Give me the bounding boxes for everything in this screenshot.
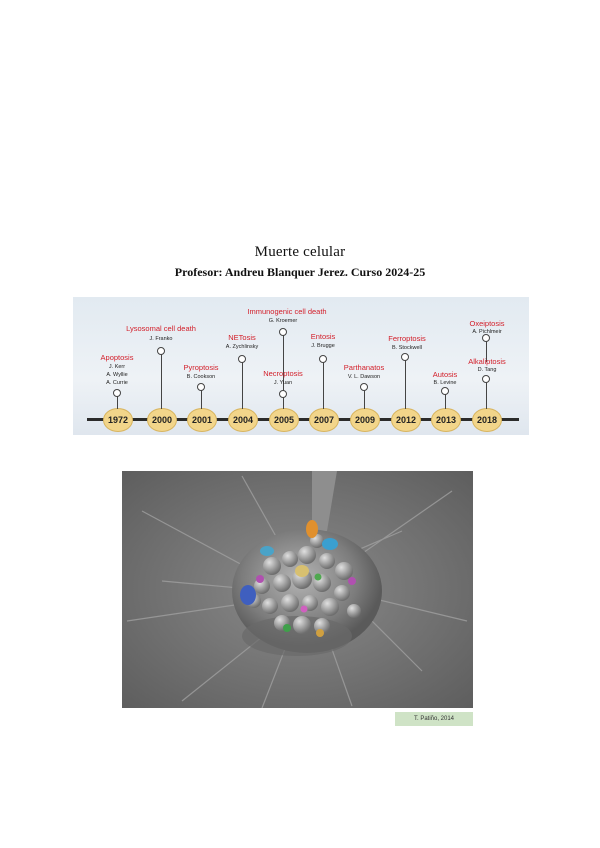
event-stem (445, 393, 446, 409)
event-marker (279, 328, 287, 336)
event-name: Apoptosis (100, 353, 134, 362)
event-author: A. Zychlinsky (225, 344, 259, 350)
event-stem (364, 389, 365, 409)
event-author: A. Pichlmeir (472, 329, 502, 335)
event-marker (157, 347, 165, 355)
event-stem (405, 359, 406, 409)
event-author: V. L. Dawson (347, 374, 381, 380)
year-badge: 2001 (187, 408, 217, 432)
event-marker (360, 383, 368, 391)
year-badge: 2013 (431, 408, 461, 432)
year-badge: 2005 (269, 408, 299, 432)
cell-death-timeline-figure (73, 297, 529, 435)
year-badge: 2012 (391, 408, 421, 432)
event-author: J. Yuan (273, 380, 293, 386)
event-name: Entosis (310, 332, 336, 341)
event-author: A. Currie (106, 380, 128, 386)
event-stem (486, 380, 487, 409)
year-badge: 2004 (228, 408, 258, 432)
event-name: Necroptosis (263, 369, 303, 378)
event-stem (161, 353, 162, 409)
event-author: J. Franko (149, 336, 173, 342)
event-stem (201, 389, 202, 409)
event-name: Oxeiptosis (469, 319, 505, 328)
event-author: B. Levine (433, 380, 457, 386)
event-marker (197, 383, 205, 391)
event-author: B. Cookson (186, 374, 216, 380)
event-name: Alkaliptosis (468, 357, 506, 366)
event-author: J. Kerr (108, 364, 126, 370)
event-name: Autosis (432, 370, 458, 379)
event-name: Lysosomal cell death (126, 324, 196, 333)
event-marker (319, 355, 327, 363)
sem-micrograph-image (122, 471, 473, 708)
image-credit: T. Patiño, 2014 (395, 712, 473, 726)
year-badge: 2018 (472, 408, 502, 432)
event-author: B. Stockwell (392, 345, 422, 351)
year-badge: 2009 (350, 408, 380, 432)
event-name: NETosis (228, 333, 256, 342)
event-marker (113, 389, 121, 397)
event-name: Pyroptosis (183, 363, 219, 372)
event-stem (242, 361, 243, 409)
document-subtitle: Profesor: Andreu Blanquer Jerez. Curso 2024-25 (174, 265, 426, 279)
year-badge: 2007 (309, 408, 339, 432)
micrograph-illustration (122, 471, 473, 708)
event-name: Parthanatos (343, 363, 385, 372)
event-marker (401, 353, 409, 361)
event-stem (117, 395, 118, 409)
event-author: G. Kroemer (268, 318, 298, 324)
event-marker (441, 387, 449, 395)
year-badge: 2000 (147, 408, 177, 432)
event-marker (482, 375, 490, 383)
event-name: Ferroptosis (388, 334, 426, 343)
year-badge: 1972 (103, 408, 133, 432)
event-author: J. Brugge (311, 343, 335, 349)
event-name: Immunogenic cell death (247, 307, 327, 316)
event-marker (279, 390, 287, 398)
event-stem (323, 361, 324, 409)
document-title: Muerte celular (254, 244, 346, 260)
event-author: A. Wyllie (106, 372, 128, 378)
event-author: D. Tang (477, 367, 497, 373)
event-marker (238, 355, 246, 363)
